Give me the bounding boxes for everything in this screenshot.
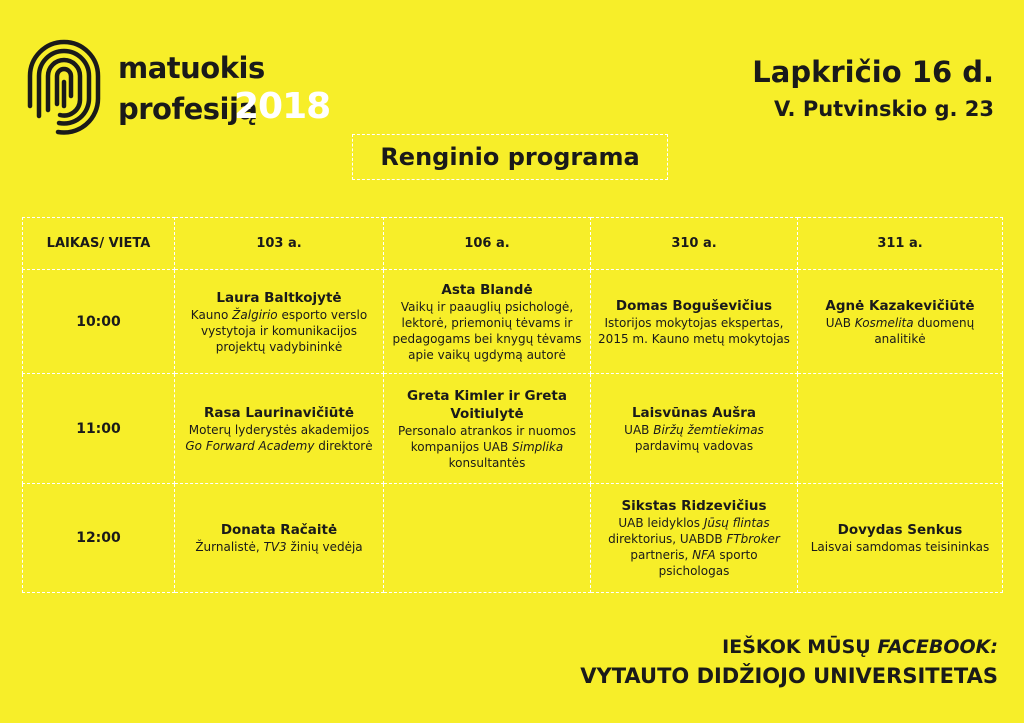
logo-line-2: profesiją: [118, 92, 258, 126]
column-header-room: 106 a.: [384, 218, 591, 270]
column-header-time-venue: LAIKAS/ VIETA: [23, 218, 175, 270]
column-header-room: 311 a.: [798, 218, 1003, 270]
event-date: Lapkričio 16 d.: [752, 55, 994, 89]
session-cell: [798, 374, 1003, 484]
speaker-name: Domas Boguševičius: [615, 297, 773, 314]
fingerprint-logo-icon: [22, 36, 106, 136]
speaker-description: Žurnalistė, TV3 žinių vedėja: [195, 540, 363, 554]
time-cell: 11:00: [23, 374, 175, 484]
column-header-room: 103 a.: [175, 218, 384, 270]
event-address: V. Putvinskio g. 23: [774, 97, 994, 121]
speaker-name: Agnė Kazakevičiūtė: [825, 297, 975, 314]
schedule-table: [22, 217, 1003, 593]
session-cell: [384, 484, 591, 593]
time-cell: 10:00: [23, 270, 175, 374]
speaker-name: Donata Račaitė: [220, 522, 338, 538]
session-cell: [175, 270, 384, 374]
program-title: Renginio programa: [352, 134, 668, 180]
facebook-callout-italic: FACEBOOK:: [877, 636, 998, 658]
logo-line-1: matuokis: [118, 51, 265, 85]
speaker-name: Laura Baltkojytė: [216, 289, 342, 306]
session-cell: [591, 484, 798, 593]
speaker-description: UAB Kosmelita duomenų analitikė: [825, 315, 975, 346]
session-cell: [798, 484, 1003, 593]
time-cell: 12:00: [23, 484, 175, 593]
facebook-callout-prefix: IEŠKOK MŪSŲ: [722, 636, 878, 658]
session-cell: [384, 374, 591, 484]
speaker-name: Asta Blandė: [441, 281, 533, 298]
speaker-description: UAB Biržų žemtiekimas pardavimų vadovas: [624, 422, 764, 453]
speaker-description: Vaikų ir paauglių psichologė, lektorė, priemonių tėvams ir pedagogams bei knygų tėvams apie vaikų ugdymą autorė: [392, 299, 582, 362]
logo-year: 2018: [234, 86, 331, 127]
speaker-description: Laisvai samdomas teisininkas: [810, 540, 990, 554]
speaker-description: Istorijos mokytojas ekspertas, 2015 m. Kauno metų mokytojas: [598, 315, 790, 346]
facebook-callout: [580, 633, 998, 661]
speaker-name: Rasa Laurinavičiūtė: [204, 404, 354, 421]
table-row: [23, 270, 1003, 374]
speaker-name: Laisvūnas Aušra: [631, 404, 757, 421]
speaker-name: Sikstas Ridzevičius: [621, 498, 767, 514]
session-cell: [175, 374, 384, 484]
session-cell: [591, 270, 798, 374]
speaker-description: Personalo atrankos ir nuomos kompanijos UAB Simplika konsultantės: [398, 423, 576, 470]
session-cell: [591, 374, 798, 484]
session-cell: [798, 270, 1003, 374]
session-cell: [175, 484, 384, 593]
university-name: VYTAUTO DIDŽIOJO UNIVERSITETAS: [580, 664, 998, 688]
speaker-name: Greta Kimler ir Greta Voitiulytė: [407, 387, 567, 422]
table-row: [23, 484, 1003, 593]
column-header-room: 310 a.: [591, 218, 798, 270]
speaker-name: Dovydas Senkus: [837, 522, 963, 538]
table-row: [23, 374, 1003, 484]
speaker-description: UAB leidyklos Jūsų flintas direktorius, UABDB FTbroker partneris, NFA sporto psichologas: [608, 516, 780, 578]
footer: [580, 633, 998, 691]
session-cell: [384, 270, 591, 374]
speaker-description: Moterų lyderystės akademijos Go Forward Academy direktorė: [185, 422, 373, 453]
table-header-row: [23, 218, 1003, 270]
speaker-description: Kauno Žalgirio esporto verslo vystytoja ir komunikacijos projektų vadybininkė: [190, 307, 368, 354]
